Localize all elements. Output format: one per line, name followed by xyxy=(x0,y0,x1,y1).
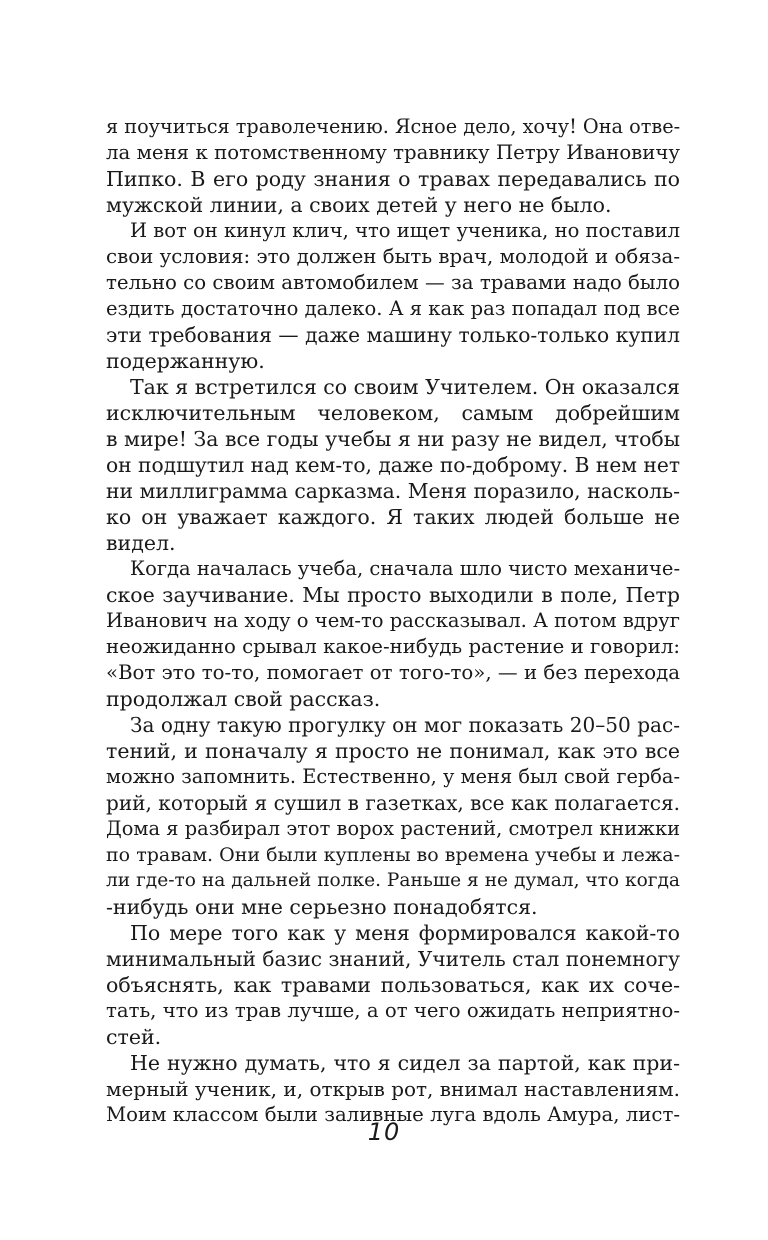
text-line: ское заучивание. Мы просто выходили в поле, Петр xyxy=(106,583,680,607)
text-line: мерный ученик, и, открыв рот, внимал наставлениям. xyxy=(106,1077,680,1101)
text-line: Дома я разбирал этот ворох растений, смотрел книжки xyxy=(106,817,680,840)
paragraph xyxy=(106,920,680,1050)
text-line: стей. xyxy=(106,1025,162,1049)
text-line: видел. xyxy=(106,531,176,555)
text-line: мужской линии, а своих детей у него не было. xyxy=(106,193,612,217)
text-line: Не нужно думать, что я сидел за партой, как при- xyxy=(130,1051,680,1075)
text-line: я поучиться траволечению. Ясное дело, хочу! Она отве- xyxy=(106,115,681,138)
text-line: рий, который я сушил в газетках, все как полагается. xyxy=(106,791,680,815)
paragraph xyxy=(106,374,680,556)
text-line: «Вот это то-то, помогает от того-то», — и без перехода xyxy=(106,661,680,684)
text-line: По мере того как у меня формировался какой-то xyxy=(130,921,680,945)
text-line: ли где-то на дальней полке. Раньше я не думал, что когда xyxy=(106,870,680,891)
paragraph xyxy=(106,556,680,712)
text-line: подержанную. xyxy=(106,349,265,373)
body-text xyxy=(106,114,680,1128)
text-line: по травам. Они были куплены во времена учебы и лежа- xyxy=(106,844,680,866)
page-number: 10 xyxy=(367,1118,401,1146)
paragraph xyxy=(106,712,680,920)
text-line: Моим классом были заливные луга вдоль Амура, лист- xyxy=(106,1103,680,1126)
text-line: Когда началась учеба, сначала шло чисто механиче- xyxy=(130,557,681,580)
text-line: эти требования — даже машину только-только купил xyxy=(106,323,680,347)
text-line: он подшутил над кем-то, даже по-доброму. В нем нет xyxy=(106,453,681,477)
text-line: ла меня к потомственному травнику Петру Ивановичу xyxy=(106,141,680,164)
text-line: тений, и поначалу я просто не понимал, как это все xyxy=(106,739,680,763)
text-line: неожиданно срывал какое-нибудь растение и говорил: xyxy=(106,635,680,658)
text-line: продолжал свой рассказ. xyxy=(106,687,381,711)
text-line: в мире! За все годы учебы я ни разу не видел, чтобы xyxy=(106,427,680,451)
text-line: ни миллиграмма сарказма. Меня поразило, насколь- xyxy=(106,479,680,503)
text-line: объяснять, как травами пользоваться, как их соче- xyxy=(106,973,680,997)
text-line: тать, что из трав лучше, а от чего ожидать неприятно- xyxy=(106,999,680,1022)
paragraph xyxy=(106,1050,680,1128)
paragraph xyxy=(106,218,680,374)
text-line: За одну такую прогулку он мог показать 20–50 рас- xyxy=(130,713,680,737)
text-line: можно запомнить. Естественно, у меня был свой герба- xyxy=(106,765,680,788)
text-line: Пипко. В его роду знания о травах передавались по xyxy=(106,167,680,191)
text-line: Иванович на ходу о чем-то рассказывал. А потом вдруг xyxy=(106,609,680,632)
paragraph xyxy=(106,114,680,218)
text-line: ко он уважает каждого. Я таких людей больше не xyxy=(106,505,680,529)
text-line: -нибудь они мне серьезно понадобятся. xyxy=(106,895,538,919)
text-line: ездить достаточно далеко. А я как раз попадал под все xyxy=(106,297,680,320)
text-line: Так я встретился со своим Учителем. Он оказался xyxy=(130,375,680,399)
text-line: тельно со своим автомобилем — за травами надо было xyxy=(106,271,680,294)
text-line: свои условия: это должен быть врач, молодой и обяза- xyxy=(106,245,680,268)
text-line: исключительным человеком, самым добрейшим xyxy=(106,401,680,425)
text-line: минимальный базис знаний, Учитель стал понемногу xyxy=(106,947,680,971)
text-line: И вот он кинул клич, что ищет ученика, но поставил xyxy=(130,219,680,242)
